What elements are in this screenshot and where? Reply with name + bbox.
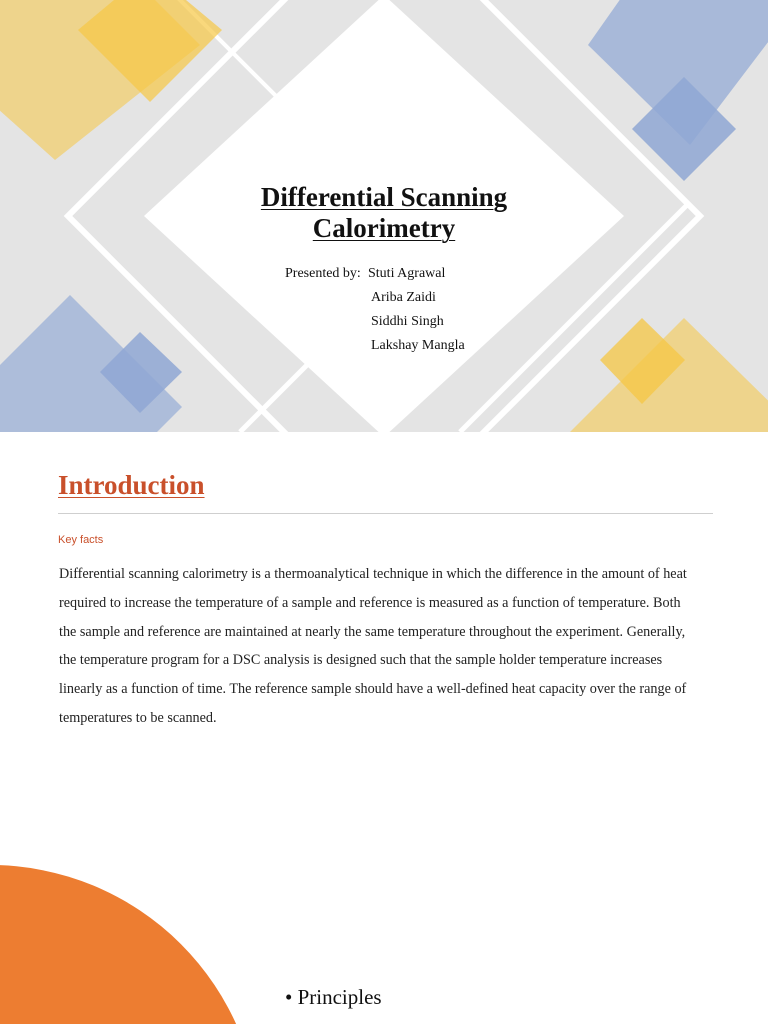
title-slide — [0, 0, 768, 432]
presenter-name: Siddhi Singh — [371, 314, 444, 329]
body-paragraph: Differential scanning calorimetry is a thermoanalytical technique in which the difference in the amount of heat required to increase the temperature of a sample and reference is measured as a function of temperature. Both the sample and reference are maintained at nearly the same temperature throughout the experiment. Generally, the temperature program for a DSC analysis is designed such that the sample holder temperature increases linearly as a function of time. The reference sample should have a well-defined heat capacity over the range of temperatures to be scanned. — [59, 566, 687, 726]
contents-slide — [0, 865, 768, 1024]
presenter-name: Stuti Agrawal — [368, 266, 446, 281]
introduction-slide — [0, 432, 768, 865]
bullet-text: Principles — [297, 985, 382, 1009]
presenter-name: Lakshay Mangla — [371, 338, 465, 353]
bullet-item: • Principles — [285, 985, 382, 1009]
presenter-name: Ariba Zaidi — [371, 290, 436, 305]
slide-title-line-2: Calorimetry — [312, 213, 456, 243]
divider — [58, 513, 713, 514]
bullet-list — [285, 985, 382, 1013]
slide-title-line-1: Differential Scanning — [260, 182, 508, 212]
title-block — [184, 182, 584, 244]
section-heading: Introduction — [58, 470, 205, 500]
presented-by-label: Presented by: — [285, 266, 361, 281]
orange-decorative-shape — [0, 865, 260, 1024]
subheading: Key facts — [58, 534, 104, 546]
